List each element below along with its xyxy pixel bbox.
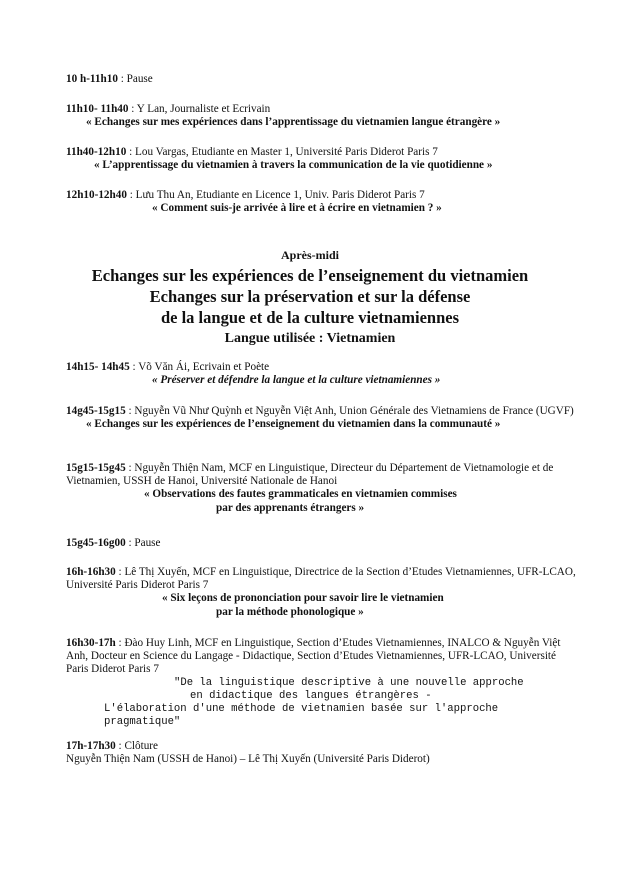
talk-title-cont: par la méthode phonologique » — [216, 605, 364, 618]
section-title: Echanges sur les expériences de l’enseignement du vietnamien — [91, 266, 529, 285]
entry-description: Lê Thị Xuyến, MCF en Linguistique, Directrice de la Section d’Etudes Vietnamiennes, UFR-LCAO, Université Paris Diderot Paris 7 — [66, 566, 576, 592]
entry-description: Clôture — [124, 740, 158, 752]
entry-description: Nguyễn Vũ Như Quỳnh et Nguyễn Việt Anh, Union Générale des Vietnamiens de France (UGVF) — [134, 405, 574, 417]
program-entry: 11h40-12h10 : Lou Vargas, Etudiante en Master 1, Université Paris Diderot Paris 7 « L’apprentissage du vietnamien à travers la communication de la vie quotidienne » — [66, 146, 576, 172]
entry-time: 11h10- 11h40 — [66, 103, 129, 115]
talk-title: "De la linguistique descriptive à une nouvelle approche — [174, 676, 524, 689]
talk-title: « Préserver et défendre la langue et la culture vietnamiennes » — [152, 374, 441, 387]
talk-title: « Observations des fautes grammaticales en vietnamien commises — [144, 488, 457, 501]
program-entry: 14g45-15g15 : Nguyễn Vũ Như Quỳnh et Nguyễn Việt Anh, Union Générale des Vietnamiens de France (UGVF) « Echanges sur les expériences de l’enseignement du vietnamien dans la communauté » — [66, 405, 576, 431]
program-entry: 16h30-17h : Đào Huy Linh, MCF en Linguistique, Section d’Etudes Vietnamiennes, INALCO & Nguyễn Việt Anh, Docteur en Science du Langage - Didactique, Section d’Etudes Vietnamiennes, UFR-LCAO, Université Paris Diderot Paris 7 "De la linguistique descriptive à une nouvelle approche en didactique des langues étrangères - L'élaboration d'une méthode de vietnamien basée sur l'approche pragmatique" — [66, 637, 576, 729]
program-entry: 15g15-15g45 : Nguyễn Thiện Nam, MCF en Linguistique, Directeur du Département de Vietnamologie et de Vietnamien, USSH de Hanoi, Université Nationale de Hanoi « Observations des fautes grammaticales en vietnamien commises par des apprenants étrangers » — [66, 462, 576, 515]
entry-description: Y Lan, Journaliste et Ecrivain — [136, 103, 271, 115]
program-entry: 17h-17h30 : Clôture Nguyễn Thiện Nam (USSH de Hanoi) – Lê Thị Xuyến (Université Paris Diderot) — [66, 740, 576, 766]
section-title: de la langue et de la culture vietnamiennes — [160, 308, 460, 327]
talk-title-cont: en didactique des langues étrangères - — [190, 689, 432, 702]
entry-time: 10 h-11h10 — [66, 73, 118, 85]
talk-title: « Echanges sur les expériences de l’enseignement du vietnamien dans la communauté » — [86, 418, 501, 431]
language-note: Langue utilisée : Vietnamien — [224, 331, 396, 346]
entry-time: 17h-17h30 — [66, 740, 116, 752]
program-entry: 15g45-16g00 : Pause — [66, 537, 161, 549]
section-title: Echanges sur la préservation et sur la défense — [149, 287, 471, 306]
closing-speakers: Nguyễn Thiện Nam (USSH de Hanoi) – Lê Thị Xuyến (Université Paris Diderot) — [66, 753, 430, 766]
entry-description: Võ Văn Ái, Ecrivain et Poète — [138, 361, 270, 373]
entry-description: Lou Vargas, Etudiante en Master 1, Université Paris Diderot Paris 7 — [135, 146, 438, 158]
program-entry: 16h-16h30 : Lê Thị Xuyến, MCF en Linguistique, Directrice de la Section d’Etudes Vietnamiennes, UFR-LCAO, Université Paris Diderot Paris 7 « Six leçons de prononciation pour savoir lire le vietnamien par la méthode phonologique » — [66, 566, 576, 618]
entry-time: 16h30-17h — [66, 637, 116, 649]
entry-time: 14g45-15g15 — [66, 405, 126, 417]
entry-description: Pause — [134, 537, 161, 549]
entry-time: 11h40-12h10 — [66, 146, 127, 158]
entry-time: 12h10-12h40 — [66, 189, 127, 201]
entry-description: Nguyễn Thiện Nam, MCF en Linguistique, Directeur du Département de Vietnamologie et de Vietnamien, USSH de Hanoi, Université Nationale de Hanoi — [66, 462, 554, 488]
talk-title-cont: par des apprenants étrangers » — [216, 501, 365, 514]
program-entry: 14h15- 14h45 : Võ Văn Ái, Ecrivain et Poète « Préserver et défendre la langue et la culture vietnamiennes » — [66, 361, 576, 387]
talk-title: « Comment suis-je arrivée à lire et à écrire en vietnamien ? » — [152, 202, 442, 215]
entry-time: 16h-16h30 — [66, 566, 116, 578]
entry-time: 15g45-16g00 — [66, 537, 126, 549]
entry-time: 14h15- 14h45 — [66, 361, 130, 373]
talk-title-cont: L'élaboration d'une méthode de vietnamien basée sur l'approche pragmatique" — [104, 703, 499, 729]
entry-description: Đào Huy Linh, MCF en Linguistique, Section d’Etudes Vietnamiennes, INALCO & Nguyễn Việt Anh, Docteur en Science du Langage - Didactique, Section d’Etudes Vietnamiennes, UFR-LCAO, Université Paris Diderot Paris 7 — [66, 637, 561, 676]
talk-title: « Echanges sur mes expériences dans l’apprentissage du vietnamien langue étrangère » — [86, 116, 501, 129]
program-entry: 11h10- 11h40 : Y Lan, Journaliste et Ecrivain « Echanges sur mes expériences dans l’apprentissage du vietnamien langue étrangère » — [66, 103, 576, 129]
program-entry: 10 h-11h10 : Pause — [66, 73, 153, 85]
entry-description: Pause — [126, 73, 153, 85]
afternoon-label: Après-midi — [281, 248, 339, 262]
talk-title: « Six leçons de prononciation pour savoir lire le vietnamien — [162, 592, 444, 605]
talk-title: « L’apprentissage du vietnamien à travers la communication de la vie quotidienne » — [94, 159, 493, 172]
entry-time: 15g15-15g45 — [66, 462, 126, 474]
program-entry: 12h10-12h40 : Lưu Thu An, Etudiante en Licence 1, Univ. Paris Diderot Paris 7 « Comment suis-je arrivée à lire et à écrire en vietnamien ? » — [66, 189, 576, 215]
entry-description: Lưu Thu An, Etudiante en Licence 1, Univ. Paris Diderot Paris 7 — [135, 189, 425, 201]
